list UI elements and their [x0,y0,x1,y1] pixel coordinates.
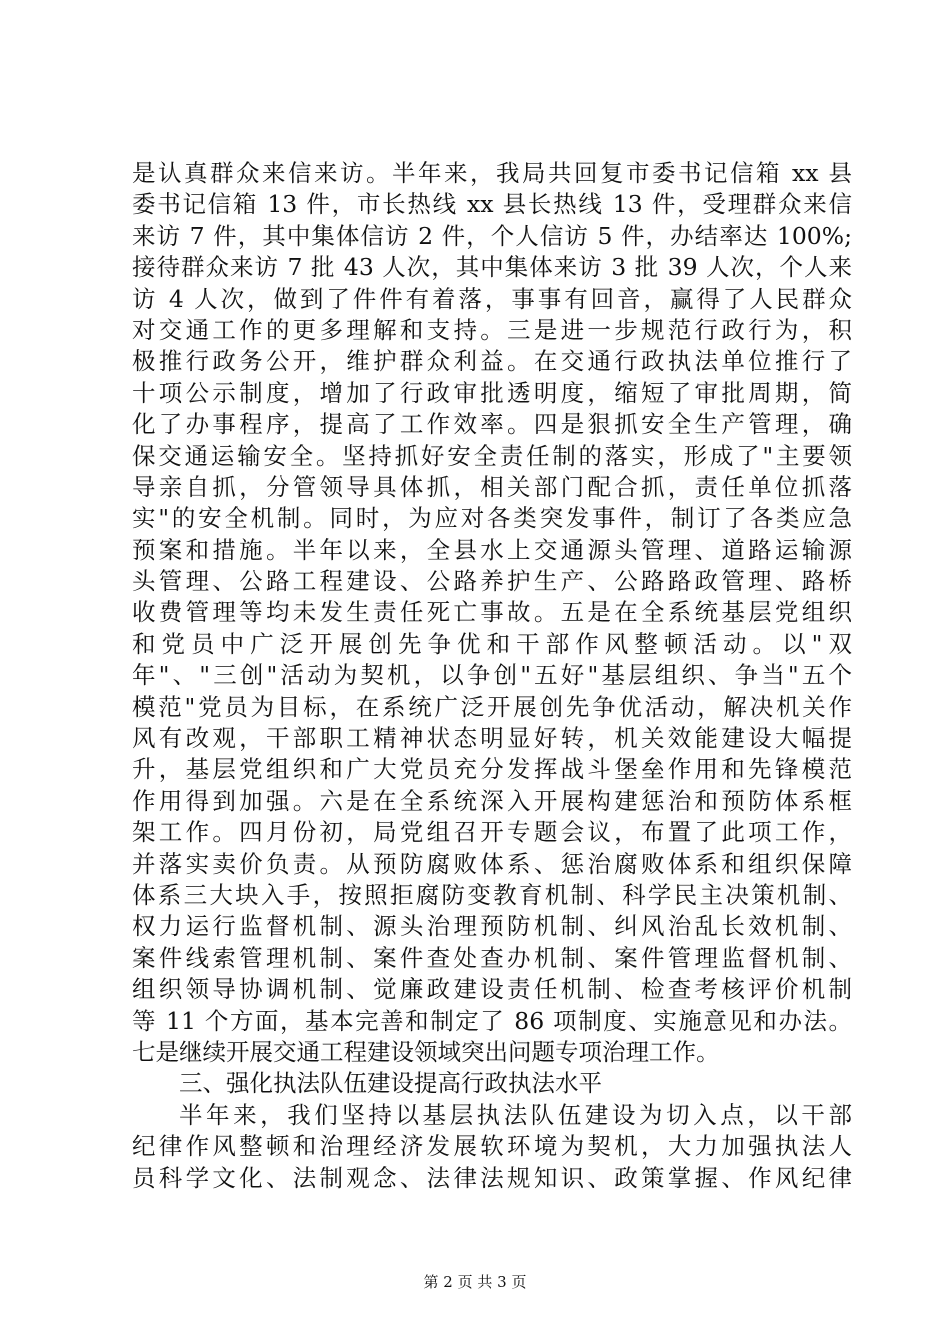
text-line: 并落实卖价负责。从预防腐败体系、惩治腐败体系和组织保障 [132,849,852,878]
text-line: 十项公示制度，增加了行政审批透明度，缩短了审批周期，简 [132,378,852,407]
text-line: 收费管理等均未发生责任死亡事故。五是在全系统基层党组织 [132,598,852,627]
text-line: 导亲自抓，分管领导具体抓，相关部门配合抓，责任单位抓落 [132,472,852,501]
text-line: 委书记信箱 13 件，市长热线 xx 县长热线 13 件，受理群众来信 [132,190,852,219]
text-line: 案件线索管理机制、案件查处查办机制、案件管理监督机制、 [132,943,852,972]
text-line: 风有改观，干部职工精神状态明显好转，机关效能建设大幅提 [132,724,852,753]
body-text [132,158,852,1194]
text-line: 组织领导协调机制、觉廉政建设责任机制、检查考核评价机制 [132,975,852,1004]
text-line: 保交通运输安全。坚持抓好安全责任制的落实，形成了"主要领 [132,441,852,470]
text-line: 体系三大块入手，按照拒腐防变教育机制、科学民主决策机制、 [132,880,852,909]
text-line: 模范"党员为目标，在系统广泛开展创先争优活动，解决机关作 [132,692,852,721]
text-line: 对交通工作的更多理解和支持。三是进一步规范行政行为，积 [132,315,852,344]
text-line: 半年来，我们坚持以基层执法队伍建设为切入点，以干部 [179,1100,852,1129]
text-line: 纪律作风整顿和治理经济发展软环境为契机，大力加强执法人 [132,1132,852,1161]
text-line: 来访 7 件，其中集体信访 2 件，个人信访 5 件，办结率达 100%; [132,221,852,250]
text-line: 等 11 个方面，基本完善和制定了 86 项制度、实施意见和办法。 [132,1006,852,1035]
text-line: 访 4 人次，做到了件件有着落，事事有回音，赢得了人民群众 [132,284,852,313]
text-line: 年"、"三创"活动为契机，以争创"五好"基层组织、争当"五个 [132,661,852,690]
text-line: 权力运行监督机制、源头治理预防机制、纠风治乱长效机制、 [132,912,852,941]
text-line: 和党员中广泛开展创先争优和干部作风整顿活动。以"双 [132,629,852,658]
text-line: 架工作。四月份初，局党组召开专题会议，布置了此项工作， [132,818,852,847]
text-line: 极推行政务公开，维护群众利益。在交通行政执法单位推行了 [132,347,852,376]
text-line: 员科学文化、法制观念、法律法规知识、政策掌握、作风纪律 [132,1163,852,1192]
text-line: 预案和措施。半年以来，全县水上交通源头管理、道路运输源 [132,535,852,564]
text-line: 七是继续开展交通工程建设领域突出问题专项治理工作。 [132,1037,720,1066]
text-line: 头管理、公路工程建设、公路养护生产、公路路政管理、路桥 [132,567,852,596]
text-line: 实"的安全机制。同时，为应对各类突发事件，制订了各类应急 [132,504,852,533]
text-line: 接待群众来访 7 批 43 人次，其中集体来访 3 批 39 人次，个人来 [132,253,852,282]
text-line: 升，基层党组织和广大党员充分发挥战斗堡垒作用和先锋模范 [132,755,852,784]
text-line: 化了办事程序，提高了工作效率。四是狠抓安全生产管理，确 [132,410,852,439]
text-line: 是认真群众来信来访。半年来，我局共回复市委书记信箱 xx 县 [132,159,852,187]
text-line: 作用得到加强。六是在全系统深入开展构建惩治和预防体系框 [132,786,852,815]
section-heading: 三、强化执法队伍建设提高行政执法水平 [179,1069,602,1098]
page-footer: 第 2 页 共 3 页 [423,1273,527,1291]
